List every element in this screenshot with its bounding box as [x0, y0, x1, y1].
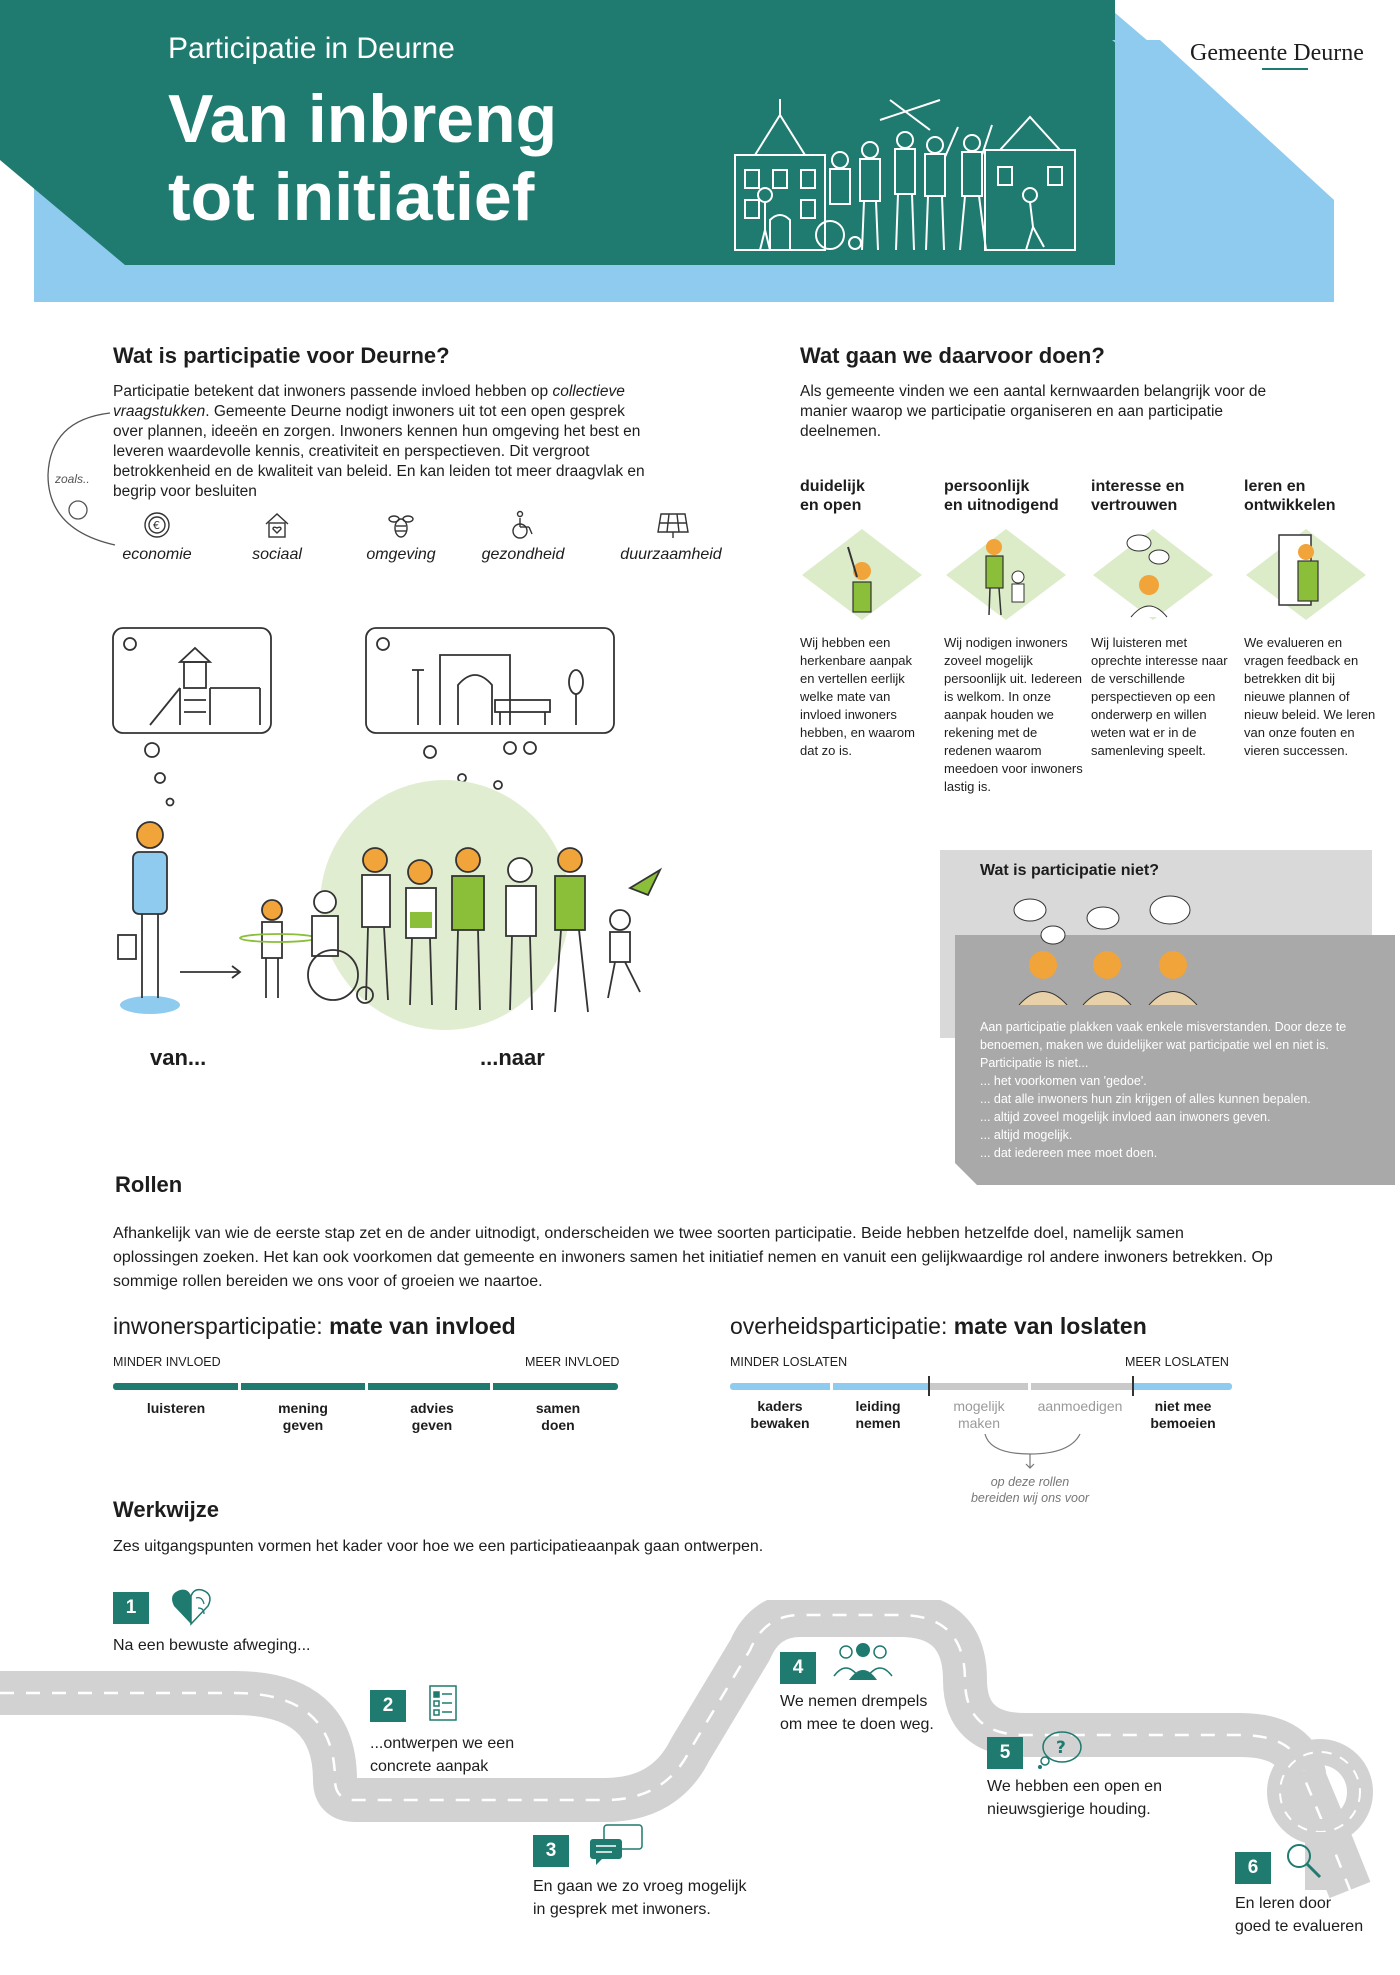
- value-illustration: [1244, 527, 1369, 622]
- role-line-1: mening: [278, 1400, 328, 1416]
- intro-paragraph-pre: Participatie betekent dat inwoners passende invloed hebben op: [113, 383, 553, 400]
- value-text: Wij nodigen inwoners zoveel mogelijk persoonlijk uit. Iedereen is welkom. In onze aanpak houden we rekening met de redenen waarom meedoen voor inwoners lastig is.: [944, 635, 1083, 794]
- overheid-role: [934, 1398, 1024, 1432]
- role-line-1: mogelijk: [953, 1398, 1005, 1414]
- werkwijze-intro: Zes uitgangspunten vormen het kader voor hoe we een participatieaanpak gaan ontwerpen.: [113, 1538, 764, 1555]
- werkwijze-step-5: [987, 1737, 1162, 1818]
- value-illustration: [800, 527, 925, 622]
- role-line-2: doen: [541, 1417, 575, 1433]
- inwoners-role: [382, 1400, 482, 1434]
- step-line-1: ...ontwerpen we een: [370, 1735, 515, 1752]
- from-label: van...: [150, 1045, 207, 1070]
- step-number: 2: [370, 1690, 406, 1722]
- doen-heading: Wat gaan we daarvoor doen?: [800, 343, 1105, 368]
- scale-divider: [365, 1381, 368, 1392]
- value-illustration: [944, 527, 1069, 622]
- intro-paragraph: [113, 382, 653, 502]
- inwoners-role: [126, 1400, 226, 1417]
- logo-underline: [1262, 68, 1308, 70]
- scale-divider: [1028, 1381, 1031, 1392]
- step-line-1: Na een bewuste afweging...: [113, 1637, 311, 1654]
- inwoners-right-cap: MEER INVLOED: [525, 1355, 620, 1369]
- value-card: [1244, 477, 1384, 758]
- overheid-title-pre: overheidsparticipatie:: [730, 1313, 954, 1339]
- wheelchair-icon: [508, 510, 538, 540]
- category-label: sociaal: [252, 546, 302, 563]
- overheid-role: [1028, 1398, 1132, 1415]
- role-line-1: niet mee: [1154, 1398, 1212, 1414]
- page-title: [168, 80, 557, 236]
- scale-divider: [490, 1381, 493, 1392]
- werkwijze-step-2: [370, 1690, 515, 1775]
- werkwijze-step-3: [533, 1835, 747, 1918]
- header-kicker: Participatie in Deurne: [168, 32, 455, 65]
- step-number: 5: [987, 1737, 1023, 1769]
- title-line-1: Van inbreng: [168, 81, 558, 157]
- overheid-bar-blue-right: [1132, 1383, 1232, 1390]
- scale-marker: [928, 1376, 930, 1396]
- rollen-heading: Rollen: [115, 1172, 183, 1197]
- scale-divider: [238, 1381, 241, 1392]
- van-naar-illustration: [100, 620, 740, 1030]
- niet-item: ... dat alle inwoners hun zin krijgen of alles kunnen bepalen.: [980, 1092, 1311, 1106]
- role-line-1: aanmoedigen: [1037, 1398, 1123, 1414]
- step-number: 1: [113, 1592, 149, 1624]
- values-row: [800, 477, 1380, 817]
- euro-coin-icon: [142, 510, 172, 540]
- question-bubble-icon: [1037, 1729, 1083, 1769]
- werkwijze-step-4: [780, 1652, 934, 1733]
- step-text: [1235, 1892, 1395, 1938]
- overheid-role: [735, 1398, 825, 1432]
- step-line-1: We nemen drempels: [780, 1693, 928, 1710]
- chat-bubbles-icon: [588, 1823, 644, 1865]
- step-line-2: in gesprek met inwoners.: [533, 1901, 711, 1918]
- role-line-1: leiding: [855, 1398, 901, 1414]
- value-title-2: en open: [800, 497, 862, 514]
- inwoners-scale-title: [113, 1313, 516, 1340]
- inwoners-left-cap: MINDER INVLOED: [113, 1355, 221, 1369]
- category-row: [92, 510, 742, 570]
- overheid-note: [950, 1474, 1110, 1506]
- svg-text:€: €: [153, 519, 160, 532]
- value-title-1: duidelijk: [800, 478, 865, 495]
- step-line-2: om mee te doen weg.: [780, 1716, 934, 1733]
- category-label: duurzaamheid: [620, 546, 722, 563]
- category-label: omgeving: [366, 546, 436, 563]
- overheid-right-cap: MEER LOSLATEN: [1125, 1355, 1229, 1369]
- svg-text:?: ?: [1056, 1738, 1066, 1758]
- doen-intro: Als gemeente vinden we een aantal kernwaarden belangrijk voor de manier waarop we participatie organiseren en aan participatie deelnemen.: [800, 383, 1267, 440]
- werkwijze-heading: Werkwijze: [113, 1497, 219, 1522]
- niet-intro: Aan participatie plakken vaak enkele misverstanden. Door deze te benoemen, maken we duidelijker wat participatie wel en niet is. Participatie is niet...: [980, 1020, 1347, 1070]
- step-text: [370, 1732, 620, 1778]
- role-line-2: bewaken: [750, 1415, 810, 1431]
- scale-divider: [830, 1381, 833, 1392]
- werkwijze-step-1: [113, 1592, 311, 1654]
- overheid-scale-title: [730, 1313, 1147, 1340]
- overheid-left-cap: MINDER LOSLATEN: [730, 1355, 848, 1369]
- inwoners-title-bold: mate van invloed: [329, 1313, 516, 1339]
- step-line-1: En gaan we zo vroeg mogelijk: [533, 1878, 747, 1895]
- inwoners-role: [508, 1400, 608, 1434]
- niet-text: [980, 1018, 1370, 1162]
- bee-icon: [386, 510, 416, 540]
- step-number: 4: [780, 1652, 816, 1684]
- value-title-1: interesse en: [1091, 478, 1185, 495]
- bracket-arrow: [980, 1432, 1090, 1472]
- category-label: gezondheid: [481, 546, 565, 563]
- zoals-label: zoals..: [55, 472, 90, 486]
- role-line-2: geven: [411, 1417, 453, 1433]
- niet-item: ... het voorkomen van 'gedoe'.: [980, 1074, 1147, 1088]
- note-line-2: bereiden wij ons voor: [970, 1491, 1090, 1505]
- value-title-2: vertrouwen: [1091, 497, 1178, 514]
- value-illustration: [1091, 527, 1216, 622]
- municipality-logo: Gemeente Deurne: [1190, 40, 1364, 66]
- title-line-2: tot initiatief: [168, 159, 535, 235]
- value-card: [800, 477, 930, 758]
- scale-marker: [1132, 1376, 1134, 1396]
- magnifier-icon: [1285, 1842, 1323, 1880]
- inwoners-role: [253, 1400, 353, 1434]
- role-line-1: samen: [535, 1400, 581, 1416]
- step-number: 6: [1235, 1852, 1271, 1884]
- niet-illustration: [1005, 890, 1205, 1005]
- overheid-role: [1138, 1398, 1228, 1432]
- role-line-2: nemen: [855, 1415, 901, 1431]
- step-text: [987, 1775, 1217, 1821]
- value-title-2: ontwikkelen: [1244, 497, 1336, 514]
- niet-item: ... altijd zoveel mogelijk invloed aan inwoners geven.: [980, 1110, 1271, 1124]
- niet-item: ... altijd mogelijk.: [980, 1128, 1073, 1142]
- category-label: economie: [122, 546, 192, 563]
- value-text: Wij hebben een herkenbare aanpak en vertellen eerlijk welke mate van invloed inwoners hebben, en waarom dat zo is.: [800, 635, 915, 758]
- step-line-2: goed te evalueren: [1235, 1918, 1364, 1935]
- value-title-1: persoonlijk: [944, 478, 1030, 495]
- role-line-2: geven: [282, 1417, 324, 1433]
- step-number: 3: [533, 1835, 569, 1867]
- checklist-icon: [428, 1682, 458, 1722]
- solar-panel-icon: [656, 510, 690, 540]
- role-line-2: maken: [957, 1415, 1001, 1431]
- role-line-2: bemoeien: [1150, 1415, 1216, 1431]
- heart-brain-icon: [168, 1586, 214, 1626]
- step-text: [780, 1690, 1010, 1736]
- overheid-bar-grey: [930, 1383, 1132, 1390]
- value-title-2: en uitnodigend: [944, 497, 1059, 514]
- value-text: We evalueren en vragen feedback en betrekken dit bij nieuwe plannen of nieuw beleid. We leren van onze fouten en vieren successen.: [1244, 635, 1376, 758]
- value-title-1: leren en: [1244, 478, 1306, 495]
- inwoners-title-pre: inwonersparticipatie:: [113, 1313, 330, 1339]
- to-label: ...naar: [480, 1045, 545, 1070]
- intro-paragraph-post: . Gemeente Deurne nodigt inwoners uit tot een open gesprek over plannen, ideeën en zorgen. Inwoners kennen hun omgeving het best en leveren waardevolle kennis, creativiteit en perspectieven. Dit vergroot betrokkenheid en de kwaliteit van beleid. En kan leiden tot meer draagvlak en begrip voor besluiten: [113, 403, 645, 500]
- intro-paragraph-emphasis: collectieve vraagstukken: [113, 383, 625, 420]
- niet-heading: Wat is participatie niet?: [980, 862, 1159, 879]
- overheid-role: [833, 1398, 923, 1432]
- werkwijze-step-6: [1235, 1852, 1364, 1935]
- value-text: Wij luisteren met oprechte interesse naar de verschillende perspectieven op een onderwerp en willen weten wat er in de samenleving speelt.: [1091, 635, 1228, 758]
- step-line-2: nieuwsgierige houding.: [987, 1801, 1151, 1818]
- note-line-1: op deze rollen: [990, 1475, 1070, 1489]
- town-illustration: [730, 95, 1080, 255]
- intro-heading: Wat is participatie voor Deurne?: [113, 343, 450, 368]
- rollen-paragraph: Afhankelijk van wie de eerste stap zet en de ander uitnodigt, onderscheiden we twee soorten participatie. Beide hebben hetzelfde doel, namelijk samen oplossingen zoeken. Het kan ook voorkomen dat gemeente en inwoners samen het initiatief nemen en vanuit een gelijkwaardige rol andere inwoners betrekken. Op sommige rollen bereiden we ons voor of groeien we naartoe.: [113, 1225, 1273, 1290]
- value-card: [1091, 477, 1231, 758]
- step-line-1: En leren door: [1235, 1895, 1332, 1912]
- role-line-1: advies: [410, 1400, 454, 1416]
- people-group-icon: [832, 1640, 894, 1680]
- house-heart-icon: [262, 510, 292, 540]
- value-card: [944, 477, 1084, 794]
- step-text: [533, 1875, 853, 1921]
- overheid-title-bold: mate van loslaten: [953, 1313, 1147, 1339]
- step-line-1: We hebben een open en: [987, 1778, 1162, 1795]
- role-line-1: kaders: [757, 1398, 803, 1414]
- niet-item: ... dat iedereen mee moet doen.: [980, 1146, 1158, 1160]
- role-line-1: luisteren: [146, 1400, 206, 1416]
- step-line-2: concrete aanpak: [370, 1758, 489, 1775]
